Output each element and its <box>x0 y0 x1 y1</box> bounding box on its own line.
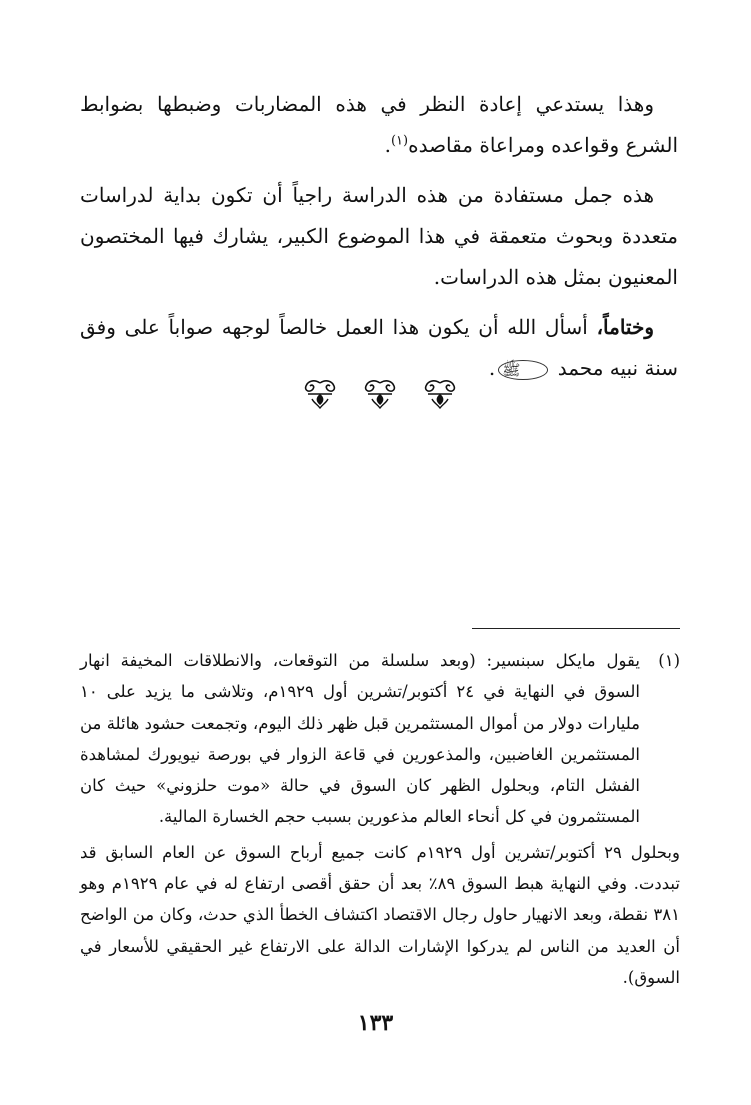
footnote-paragraph-1: يقول مايكل سبنسير: (وبعد سلسلة من التوقعات، والانطلاقات المخيفة انهار السوق في النهاية في ٢٤ أكتوبر/تشرين أول ١٩٢٩م، وتلاشى ما يزيد على ١٠ مليارات دولار من أموال المستثمرين قبل ظهر ذلك اليوم، وتجمعت حشود هائلة من المستثمرين الغاضبين، والمذعورين في قاعة الزوار في بورصة نيويورك لمشاهدة الفشل التام، وبحلول الظهر كان السوق في حالة «موت حلزوني» حيث كان المستثمرون في كل أنحاء العالم مذعورين بسبب حجم الخسارة المالية. <box>80 651 640 827</box>
paragraph-3-text: أسأل الله أن يكون هذا العمل خالصاً لوجهه صواباً على وفق سنة نبيه محمد <box>80 315 678 380</box>
section-divider <box>300 377 460 411</box>
salutation-symbol: ﷺ <box>498 360 548 380</box>
ornament-icon <box>360 377 400 411</box>
paragraph-2: هذه جمل مستفادة من هذه الدراسة راجياً أن تكون بداية لدراسات متعددة وبحوث متعمقة في هذا الموضوع الكبير، يشارك فيها المختصون المعنيون بمثل هذه الدراسات. <box>80 183 678 289</box>
ornament-icon <box>420 377 460 411</box>
footnote-paragraph-2: وبحلول ٢٩ أكتوبر/تشرين أول ١٩٢٩م كانت جميع أرباح السوق عن العام السابق قد تبددت. وفي النهاية هبط السوق ٨٩٪ بعد أن حقق أقصى ارتفاع له في عام ١٩٢٩م وهو ٣٨١ نقطة، وبعد الانهيار حاول رجال الاقتصاد اكتشاف الخطأ الذي حدث، وكان من الواضح أن العديد من الناس لم يدركوا الإشارات الدالة على الارتفاع غير الحقيقي للأسعار في السوق). <box>80 842 680 987</box>
ornament-icon <box>300 377 340 411</box>
paragraph-1-text: وهذا يستدعي إعادة النظر في هذه المضاربات وضبطها بضوابط الشرع وقواعده ومراعاة مقاصده <box>80 92 678 157</box>
paragraph-1 <box>80 84 678 166</box>
closing-lead: وختاماً، <box>596 315 654 339</box>
footnote-number: (١) <box>658 651 680 670</box>
footnote-item <box>80 645 680 833</box>
footnote-separator <box>472 628 680 629</box>
paragraph-1-end: . <box>384 133 391 157</box>
footnote-reference[interactable]: (١) <box>390 133 409 149</box>
page-number: ١٣٣ <box>357 1010 394 1036</box>
paragraph-3-end: . <box>488 356 496 380</box>
main-text <box>80 84 678 398</box>
footnotes <box>80 645 680 993</box>
